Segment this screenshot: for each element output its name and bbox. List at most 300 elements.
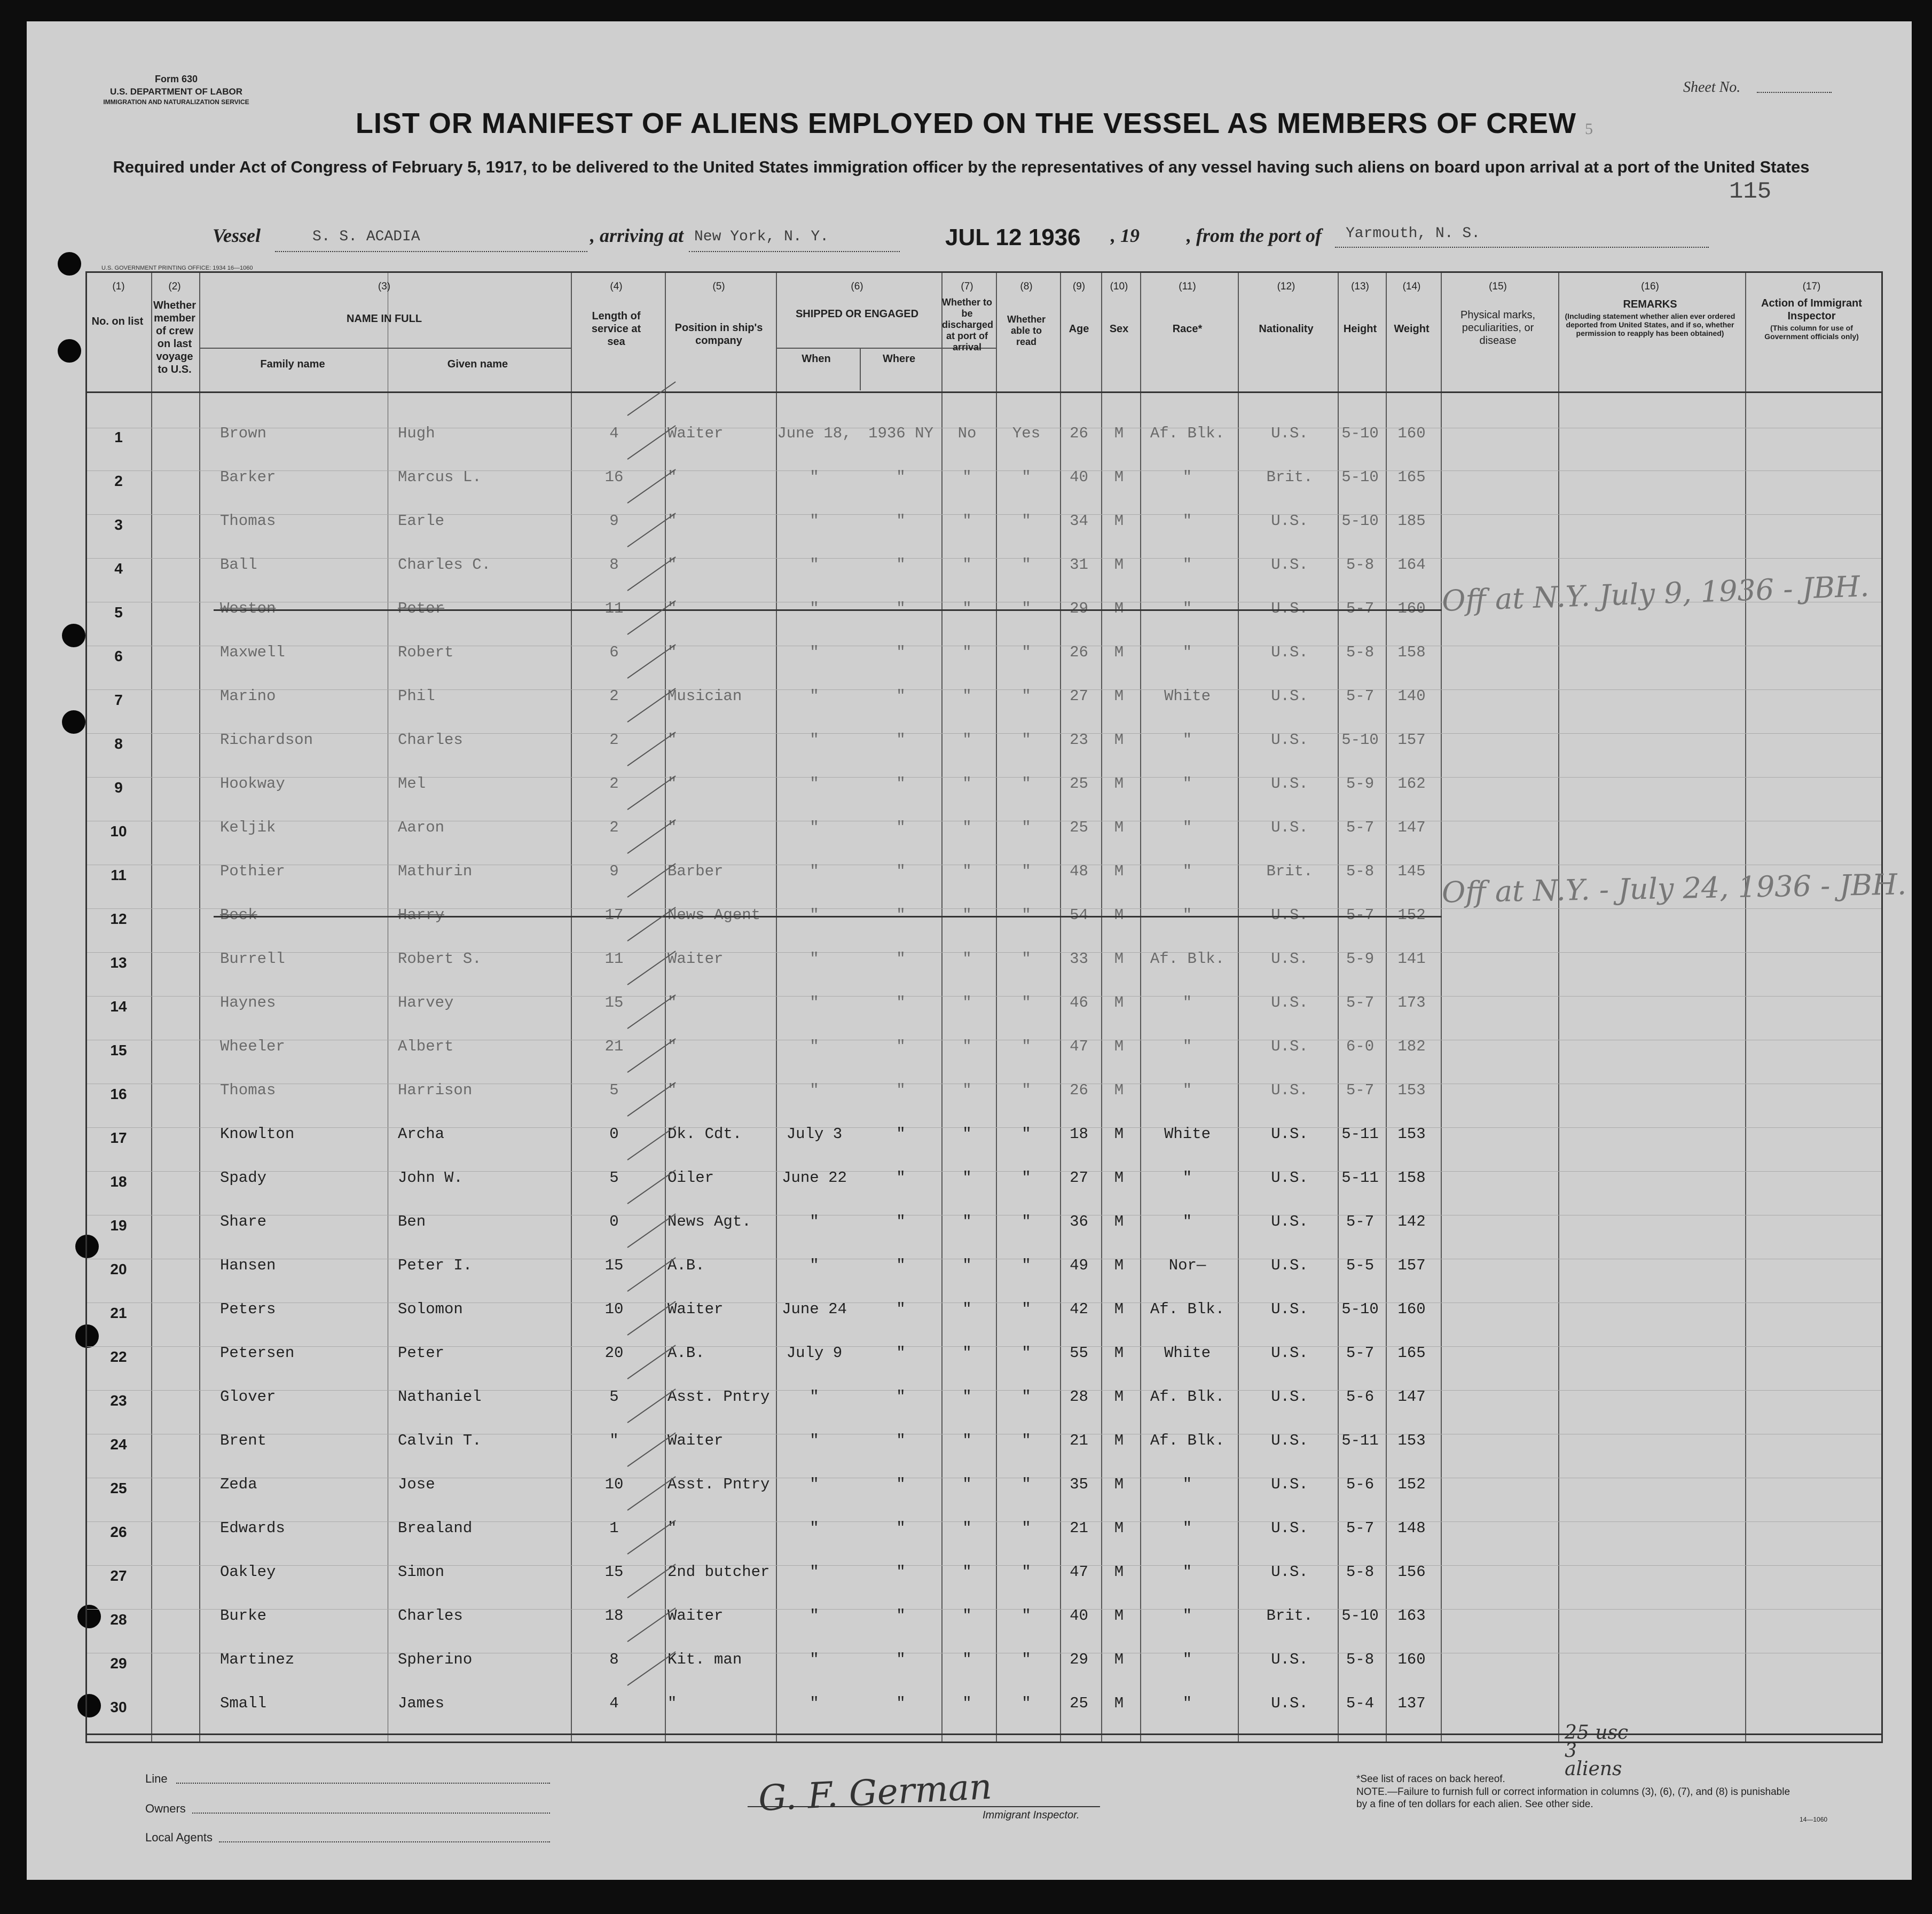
position: Asst. Pntry	[667, 1476, 770, 1493]
able-to-read: "	[1022, 687, 1031, 705]
nationality: U.S.	[1271, 1432, 1308, 1449]
able-to-read: "	[1022, 468, 1031, 486]
service-length: 15	[604, 1257, 624, 1274]
weight: 158	[1397, 1169, 1426, 1187]
col14-header: Weight	[1394, 323, 1430, 335]
sex: M	[1114, 1476, 1124, 1493]
shipped-when: "	[810, 468, 819, 486]
height: 5-8	[1346, 1651, 1375, 1668]
family-name: Wheeler	[220, 1038, 285, 1055]
given-name: Peter	[398, 600, 445, 617]
discharged: "	[962, 819, 972, 836]
nationality: U.S.	[1271, 1344, 1308, 1362]
discharged: "	[962, 1213, 972, 1230]
age: 42	[1070, 1300, 1088, 1318]
shipped-where: "	[896, 1300, 906, 1318]
col9-number: (9)	[1072, 281, 1086, 292]
vessel-underline	[275, 251, 587, 252]
able-to-read: "	[1022, 1388, 1031, 1406]
shipped-when: "	[810, 1038, 819, 1055]
sex: M	[1114, 1388, 1124, 1406]
shipped-where: 1936 NY	[868, 425, 933, 442]
shipped-where: "	[896, 1519, 906, 1537]
col5-header: Position in ship's company	[674, 322, 763, 347]
given-name: Robert S.	[398, 950, 482, 968]
service-length: 10	[604, 1476, 624, 1493]
race: "	[1182, 556, 1192, 574]
service-length: 9	[609, 512, 619, 530]
sex: M	[1114, 906, 1124, 924]
nationality: U.S.	[1271, 1125, 1308, 1143]
position: "	[667, 1695, 677, 1712]
able-to-read: "	[1022, 1432, 1031, 1449]
position: "	[667, 731, 677, 749]
able-to-read: "	[1022, 1607, 1031, 1625]
race: Af. Blk.	[1150, 1300, 1225, 1318]
able-to-read: "	[1022, 1300, 1031, 1318]
given-name: Harvey	[398, 994, 454, 1011]
col9-header: Age	[1069, 323, 1089, 335]
family-name: Pothier	[220, 862, 285, 880]
discharged: No	[957, 425, 977, 442]
signature-line	[748, 1806, 1100, 1807]
age: 47	[1070, 1038, 1088, 1055]
shipped-where: "	[896, 1607, 906, 1625]
able-to-read: "	[1022, 1213, 1031, 1230]
sex: M	[1114, 1081, 1124, 1099]
weight: 160	[1397, 1651, 1426, 1668]
binder-hole	[58, 252, 81, 276]
age: 40	[1070, 1607, 1088, 1625]
weight: 157	[1397, 731, 1426, 749]
weight: 141	[1397, 950, 1426, 968]
position: Waiter	[667, 1607, 724, 1625]
shipped-where: "	[896, 1038, 906, 1055]
sex: M	[1114, 1563, 1124, 1581]
height: 5-4	[1346, 1695, 1375, 1712]
able-to-read: "	[1022, 950, 1031, 968]
position: 2nd butcher	[667, 1563, 770, 1581]
position: Barber	[667, 862, 724, 880]
position: "	[667, 1038, 677, 1055]
nationality: U.S.	[1271, 1519, 1308, 1537]
age: 25	[1070, 1695, 1088, 1712]
owners-field	[192, 1813, 550, 1814]
weight: 140	[1397, 687, 1426, 705]
sex: M	[1114, 862, 1124, 880]
position: "	[667, 1081, 677, 1099]
service-name: IMMIGRATION AND NATURALIZATION SERVICE	[103, 98, 249, 106]
sex: M	[1114, 644, 1124, 661]
family-name: Barker	[220, 468, 276, 486]
shipped-when: "	[810, 600, 819, 617]
sex: M	[1114, 687, 1124, 705]
nationality: U.S.	[1271, 994, 1308, 1011]
service-length: 8	[609, 556, 619, 574]
age: 26	[1070, 425, 1088, 442]
row-number: 9	[114, 779, 123, 796]
shipped-where: "	[896, 468, 906, 486]
nationality: U.S.	[1271, 556, 1308, 574]
height: 5-10	[1341, 468, 1379, 486]
sex: M	[1114, 1125, 1124, 1143]
page-mark: 5	[1585, 120, 1593, 138]
shipped-where: "	[896, 819, 906, 836]
age: 29	[1070, 1651, 1088, 1668]
family-name: Spady	[220, 1169, 267, 1187]
row-number: 29	[110, 1655, 127, 1672]
sex: M	[1114, 1213, 1124, 1230]
sheet-number-field	[1757, 92, 1832, 93]
shipped-when: "	[810, 862, 819, 880]
age: 29	[1070, 600, 1088, 617]
nationality: Brit.	[1266, 1607, 1313, 1625]
service-length: "	[609, 1432, 619, 1449]
col7-number: (7)	[961, 281, 973, 292]
nationality: U.S.	[1271, 906, 1308, 924]
height: 5-8	[1346, 556, 1375, 574]
nationality: U.S.	[1271, 775, 1308, 793]
weight: 145	[1397, 862, 1426, 880]
age: 28	[1070, 1388, 1088, 1406]
position: Musician	[667, 687, 742, 705]
race: "	[1182, 1563, 1192, 1581]
given-name: Mathurin	[398, 862, 473, 880]
family-name: Burrell	[220, 950, 285, 968]
family-name: Knowlton	[220, 1125, 295, 1143]
col4-header: Length of service at sea	[591, 310, 641, 348]
nationality: U.S.	[1271, 687, 1308, 705]
sex: M	[1114, 1344, 1124, 1362]
shipped-where: "	[896, 1695, 906, 1712]
col12-header: Nationality	[1259, 323, 1314, 335]
weight: 147	[1397, 819, 1426, 836]
height: 5-6	[1346, 1388, 1375, 1406]
printing-office: U.S. GOVERNMENT PRINTING OFFICE: 1934 16—1060	[101, 265, 253, 271]
weight: 137	[1397, 1695, 1426, 1712]
sheet-number-label: Sheet No.	[1683, 79, 1741, 96]
able-to-read: Yes	[1012, 425, 1041, 442]
race: "	[1182, 1607, 1192, 1625]
position: "	[667, 468, 677, 486]
row-number: 15	[110, 1042, 127, 1058]
shipped-when: "	[810, 906, 819, 924]
shipped-when: July 9	[786, 1344, 843, 1362]
age: 40	[1070, 468, 1088, 486]
sex: M	[1114, 1169, 1124, 1187]
race: Af. Blk.	[1150, 1388, 1225, 1406]
local-agents-field	[219, 1841, 550, 1842]
discharged: "	[962, 1388, 972, 1406]
nationality: U.S.	[1271, 425, 1308, 442]
position: "	[667, 1519, 677, 1537]
discharged: "	[962, 994, 972, 1011]
nationality: U.S.	[1271, 1476, 1308, 1493]
arrival-port: New York, N. Y.	[694, 229, 829, 245]
height: 5-8	[1346, 644, 1375, 661]
nationality: U.S.	[1271, 512, 1308, 530]
col11-header: Race*	[1172, 323, 1203, 335]
height: 5-10	[1341, 425, 1379, 442]
col3-sub-family: Family name	[260, 358, 325, 370]
height: 5-10	[1341, 512, 1379, 530]
position: Waiter	[667, 1432, 724, 1449]
col17-subnote: (This column for use of Government officials only)	[1764, 324, 1859, 341]
age: 21	[1070, 1519, 1088, 1537]
family-name: Hookway	[220, 775, 285, 793]
weight: 142	[1397, 1213, 1426, 1230]
position: "	[667, 819, 677, 836]
nationality: U.S.	[1271, 600, 1308, 617]
able-to-read: "	[1022, 1651, 1031, 1668]
family-name: Edwards	[220, 1519, 285, 1537]
strike-line	[214, 916, 1442, 917]
col6-sub-when: When	[802, 353, 831, 365]
race: "	[1182, 1476, 1192, 1493]
binder-hole	[62, 624, 85, 647]
height: 5-9	[1346, 950, 1375, 968]
service-length: 0	[609, 1125, 619, 1143]
discharged: "	[962, 687, 972, 705]
weight: 160	[1397, 425, 1426, 442]
age: 36	[1070, 1213, 1088, 1230]
sex: M	[1114, 556, 1124, 574]
discharged: "	[962, 644, 972, 661]
col1-number: (1)	[112, 281, 125, 292]
shipped-when: "	[810, 1563, 819, 1581]
col6-number: (6)	[851, 281, 863, 292]
age: 27	[1070, 687, 1088, 705]
given-name: Harry	[398, 906, 445, 924]
shipped-where: "	[896, 512, 906, 530]
sex: M	[1114, 1519, 1124, 1537]
service-length: 2	[609, 819, 619, 836]
sex: M	[1114, 1695, 1124, 1712]
discharged: "	[962, 1344, 972, 1362]
discharged: "	[962, 1125, 972, 1143]
race: "	[1182, 862, 1192, 880]
able-to-read: "	[1022, 1125, 1031, 1143]
row-number: 5	[114, 604, 123, 621]
nationality: Brit.	[1266, 862, 1313, 880]
nationality: Brit.	[1266, 468, 1313, 486]
service-length: 16	[604, 468, 624, 486]
age: 46	[1070, 994, 1088, 1011]
inspector-signature: G. F. German	[757, 1766, 993, 1819]
race: White	[1164, 687, 1211, 705]
sex: M	[1114, 775, 1124, 793]
year-label: , 19	[1111, 225, 1140, 246]
shipped-where: "	[896, 644, 906, 661]
discharged: "	[962, 1563, 972, 1581]
race: "	[1182, 994, 1192, 1011]
service-length: 0	[609, 1213, 619, 1230]
weight: 182	[1397, 1038, 1426, 1055]
col1-header: No. on list	[91, 316, 144, 327]
nationality: U.S.	[1271, 1257, 1308, 1274]
discharged: "	[962, 1169, 972, 1187]
service-length: 6	[609, 644, 619, 661]
shipped-when: "	[810, 556, 819, 574]
sex: M	[1114, 600, 1124, 617]
weight: 156	[1397, 1563, 1426, 1581]
nationality: U.S.	[1271, 1081, 1308, 1099]
able-to-read: "	[1022, 644, 1031, 661]
age: 26	[1070, 1081, 1088, 1099]
shipped-when: "	[810, 512, 819, 530]
able-to-read: "	[1022, 1257, 1031, 1274]
nationality: U.S.	[1271, 1651, 1308, 1668]
row-number: 1	[114, 429, 123, 445]
row-number: 21	[110, 1305, 127, 1321]
row-number: 3	[114, 516, 123, 533]
col12-number: (12)	[1277, 281, 1295, 292]
shipped-where: "	[896, 687, 906, 705]
service-length: 11	[604, 950, 624, 968]
given-name: Archa	[398, 1125, 445, 1143]
height: 5-7	[1346, 1213, 1375, 1230]
nationality: U.S.	[1271, 1213, 1308, 1230]
family-name: Martinez	[220, 1651, 295, 1668]
shipped-when: "	[810, 1081, 819, 1099]
given-name: Robert	[398, 644, 454, 661]
family-name: Richardson	[220, 731, 313, 749]
position: Waiter	[667, 950, 724, 968]
page-title: LIST OR MANIFEST OF ALIENS EMPLOYED ON THE VESSEL AS MEMBERS OF CREW	[355, 107, 1577, 139]
race: "	[1182, 1213, 1192, 1230]
discharged: "	[962, 1300, 972, 1318]
weight: 153	[1397, 1125, 1426, 1143]
family-name: Brent	[220, 1432, 267, 1449]
family-name: Beck	[220, 906, 257, 924]
given-name: Mel	[398, 775, 426, 793]
shipped-where: "	[896, 1432, 906, 1449]
race: "	[1182, 1038, 1192, 1055]
service-length: 21	[604, 1038, 624, 1055]
service-length: 1	[609, 1519, 619, 1537]
service-length: 2	[609, 775, 619, 793]
given-name: Phil	[398, 687, 435, 705]
given-name: Simon	[398, 1563, 445, 1581]
weight: 173	[1397, 994, 1426, 1011]
form-number: Form 630	[154, 74, 198, 84]
age: 26	[1070, 644, 1088, 661]
given-name: Earle	[398, 512, 445, 530]
weight: 160	[1397, 600, 1426, 617]
age: 49	[1070, 1257, 1088, 1274]
family-name: Haynes	[220, 994, 276, 1011]
shipped-when: "	[810, 1651, 819, 1668]
discharged: "	[962, 1519, 972, 1537]
family-name: Glover	[220, 1388, 276, 1406]
service-length: 2	[609, 687, 619, 705]
col16-header: REMARKS	[1623, 299, 1677, 310]
department-name: U.S. DEPARTMENT OF LABOR	[109, 87, 243, 97]
col15-number: (15)	[1489, 281, 1507, 292]
shipped-when: "	[810, 994, 819, 1011]
row-number: 2	[114, 473, 123, 489]
position: Waiter	[667, 425, 724, 442]
given-name: Spherino	[398, 1651, 473, 1668]
discharged: "	[962, 600, 972, 617]
family-name: Weston	[220, 600, 276, 617]
nationality: U.S.	[1271, 819, 1308, 836]
strike-line	[214, 609, 1442, 611]
weight: 165	[1397, 1344, 1426, 1362]
height: 5-7	[1346, 906, 1375, 924]
race: "	[1182, 600, 1192, 617]
vessel-label: Vessel	[213, 225, 261, 246]
col13-header: Height	[1343, 323, 1377, 335]
race: "	[1182, 1695, 1192, 1712]
service-length: 4	[609, 1695, 619, 1712]
row-number: 23	[110, 1392, 127, 1409]
col4-number: (4)	[610, 281, 623, 292]
shipped-where: "	[896, 1081, 906, 1099]
able-to-read: "	[1022, 600, 1031, 617]
col3-number: (3)	[378, 281, 391, 292]
form-code: 14—1060	[1800, 1816, 1828, 1823]
service-length: 15	[604, 1563, 624, 1581]
weight: 162	[1397, 775, 1426, 793]
line-field	[176, 1783, 550, 1784]
weight: 152	[1397, 906, 1426, 924]
binder-hole	[58, 339, 81, 363]
height: 5-8	[1346, 1563, 1375, 1581]
col10-header: Sex	[1109, 323, 1129, 335]
given-name: James	[398, 1695, 445, 1712]
shipped-where: "	[896, 1388, 906, 1406]
col16-subnote: (Including statement whether alien ever ordered deported from United States, and if so, whether permission to reapply has been obtained)	[1565, 312, 1735, 338]
vessel-name: S. S. ACADIA	[312, 229, 420, 245]
shipped-where: "	[896, 1563, 906, 1581]
discharged: "	[962, 1651, 972, 1668]
given-name: Albert	[398, 1038, 454, 1055]
race: Nor—	[1168, 1257, 1206, 1274]
discharged: "	[962, 1607, 972, 1625]
shipped-when: "	[810, 1388, 819, 1406]
sex: M	[1114, 994, 1124, 1011]
race: "	[1182, 1651, 1192, 1668]
family-name: Marino	[220, 687, 276, 705]
weight: 152	[1397, 1476, 1426, 1493]
nationality: U.S.	[1271, 731, 1308, 749]
shipped-when: "	[810, 1519, 819, 1537]
able-to-read: "	[1022, 1476, 1031, 1493]
departure-underline	[1335, 247, 1709, 248]
weight: 153	[1397, 1432, 1426, 1449]
row-number: 11	[111, 867, 127, 883]
weight: 160	[1397, 1300, 1426, 1318]
local-agents-label: Local Agents	[145, 1831, 213, 1844]
remark-row12: Off at N.Y. - July 24, 1936 - JBH.	[1441, 867, 1907, 909]
row-number: 4	[114, 560, 123, 577]
discharged: "	[962, 862, 972, 880]
service-length: 17	[604, 906, 624, 924]
shipped-where: "	[896, 1257, 906, 1274]
position: "	[667, 644, 677, 661]
family-name: Oakley	[220, 1563, 276, 1581]
given-name: Harrison	[398, 1081, 473, 1099]
age: 54	[1070, 906, 1088, 924]
sex: M	[1114, 1607, 1124, 1625]
row-number: 26	[110, 1524, 127, 1540]
shipped-where: "	[896, 1125, 906, 1143]
race: "	[1182, 644, 1192, 661]
row-number: 13	[110, 954, 127, 971]
able-to-read: "	[1022, 862, 1031, 880]
discharged: "	[962, 468, 972, 486]
